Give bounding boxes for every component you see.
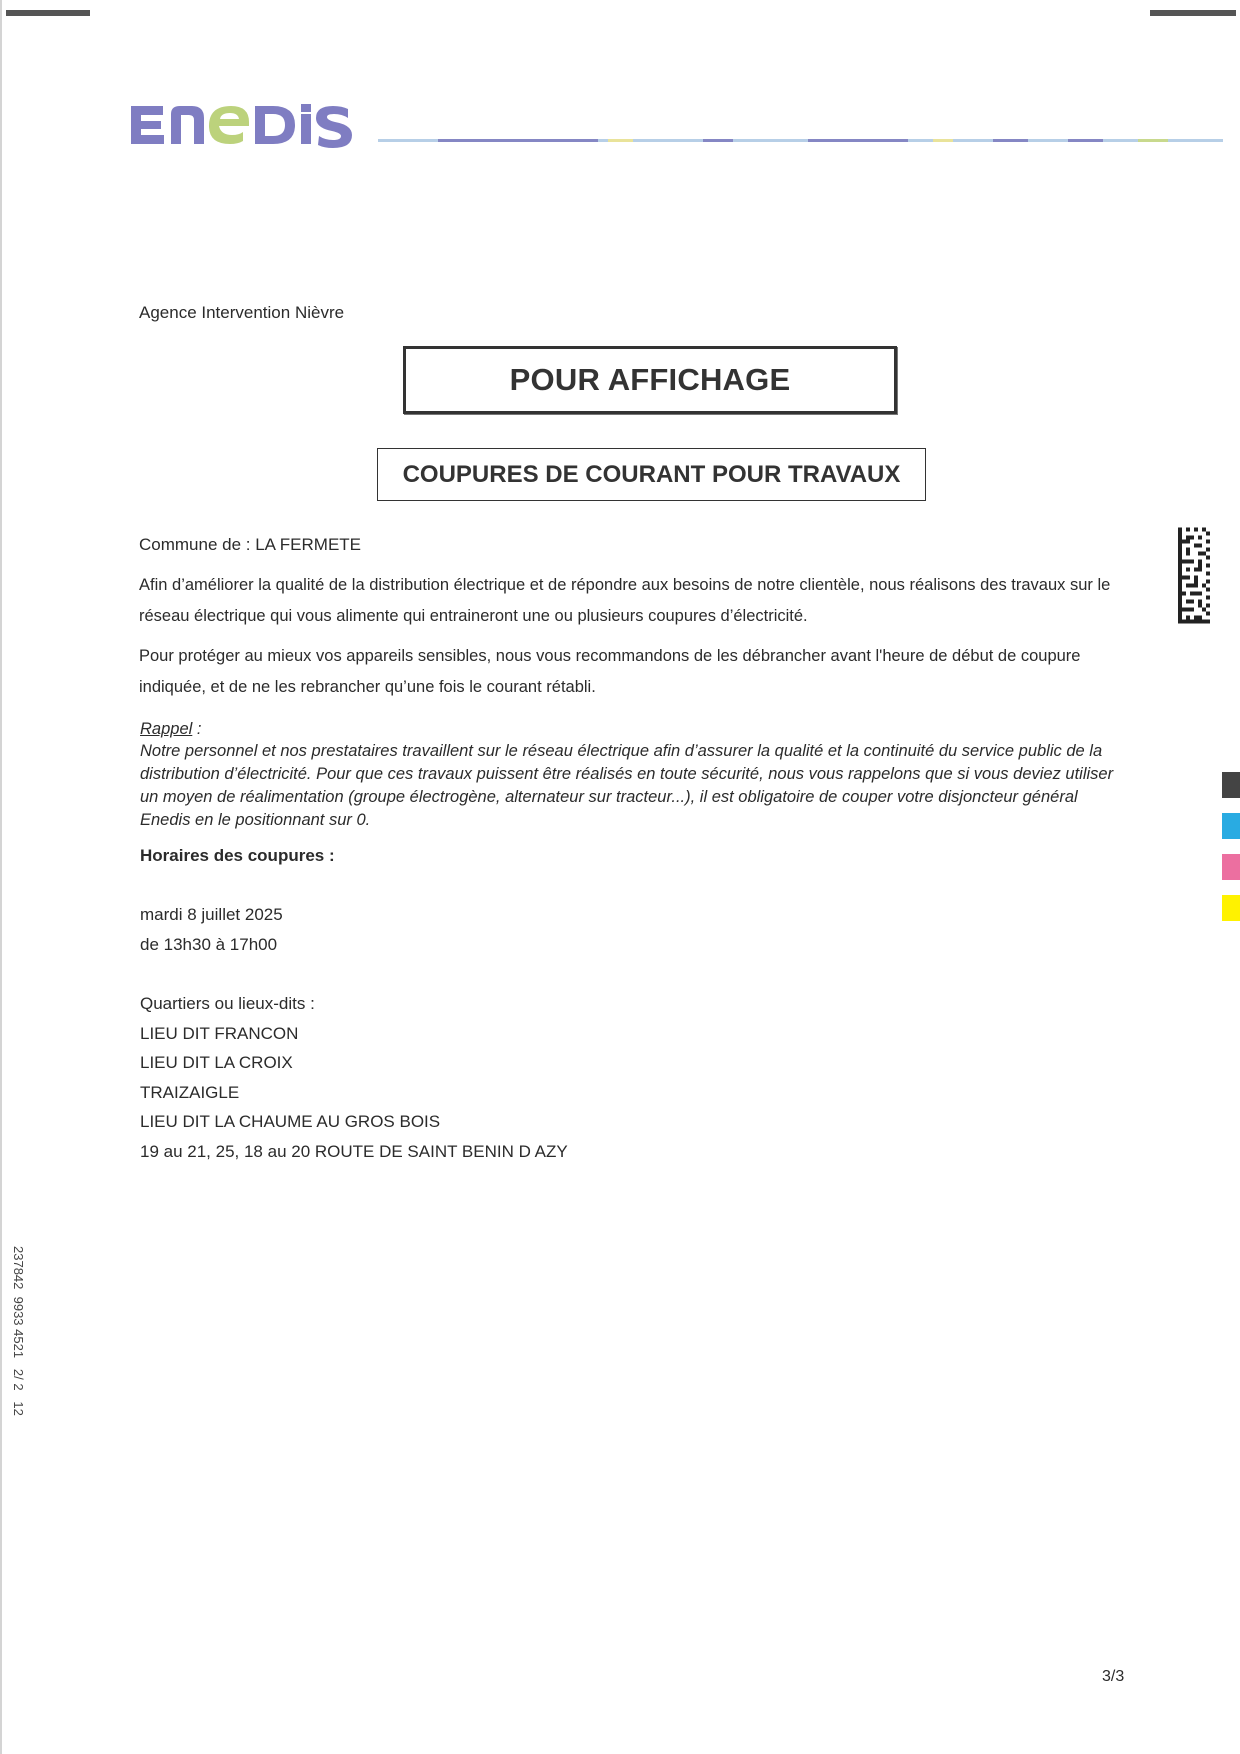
side-reference-code: 237842 9933 4521 2/ 2 12 (11, 1246, 26, 1416)
page-number: 3/3 (1102, 1668, 1125, 1685)
rappel-text: Notre personnel et nos prestataires travaillent sur le réseau électrique afin d’assurer la qualité et la continuité du service public de la distribution d’électricité. Pour que ces travaux puissent être réalisés en toute sécurité, nous vous rappelons que si vous deviez utiliser un moyen de réalimentation (groupe électrogène, alternateur sur tracteur...), il est obligatoire de couper votre disjoncteur général Enedis en le positionnant sur 0. (140, 742, 1114, 829)
commune: Commune de : LA FERMETE (139, 535, 362, 554)
enedis-logo (127, 92, 362, 154)
rappel-heading (140, 720, 201, 739)
datamatrix-barcode (1178, 527, 1210, 624)
scan-mark-left (6, 10, 90, 16)
paragraph-intro: Afin d’améliorer la qualité de la distribution électrique et de répondre aux besoins de notre clientèle, nous réalisons des travaux sur le réseau électrique qui vous alimente qui entraineront une ou plusieurs coupures d’électricité. (139, 576, 1111, 625)
schedule-heading: Horaires des coupures : (140, 846, 335, 865)
paragraph-recommendation: Pour protéger au mieux vos appareils sensibles, nous vous recommandons de les débrancher avant l'heure de début de coupure indiquée, et de ne les rebrancher qu’une fois le courant rétabli. (139, 647, 1081, 696)
print-swatch-yellow (1222, 895, 1240, 921)
agency-name: Agence Intervention Nièvre (139, 303, 345, 322)
print-swatch-cyan (1222, 813, 1240, 839)
schedule-date: mardi 8 juillet 2025 (140, 905, 283, 924)
location-item: LIEU DIT FRANCON (140, 1024, 299, 1043)
logo-underline (378, 139, 1223, 142)
locations-heading: Quartiers ou lieux-dits : (140, 994, 315, 1013)
title-sub: COUPURES DE COURANT POUR TRAVAUX (377, 448, 926, 501)
scan-mark-right (1150, 10, 1236, 16)
location-item: 19 au 21, 25, 18 au 20 ROUTE DE SAINT BENIN D AZY (140, 1142, 568, 1161)
page-edge (0, 0, 2, 1754)
title-main: POUR AFFICHAGE (403, 346, 897, 414)
print-swatch-magenta (1222, 854, 1240, 880)
location-item: LIEU DIT LA CHAUME AU GROS BOIS (140, 1112, 441, 1131)
enedis-logo-mark (127, 92, 362, 154)
schedule-time: de 13h30 à 17h00 (140, 935, 278, 954)
rappel-separator: : (192, 720, 202, 738)
location-item: TRAIZAIGLE (140, 1083, 240, 1102)
rappel-label: Rappel (140, 720, 193, 738)
print-swatch-black (1222, 772, 1240, 798)
location-item: LIEU DIT LA CROIX (140, 1053, 293, 1072)
